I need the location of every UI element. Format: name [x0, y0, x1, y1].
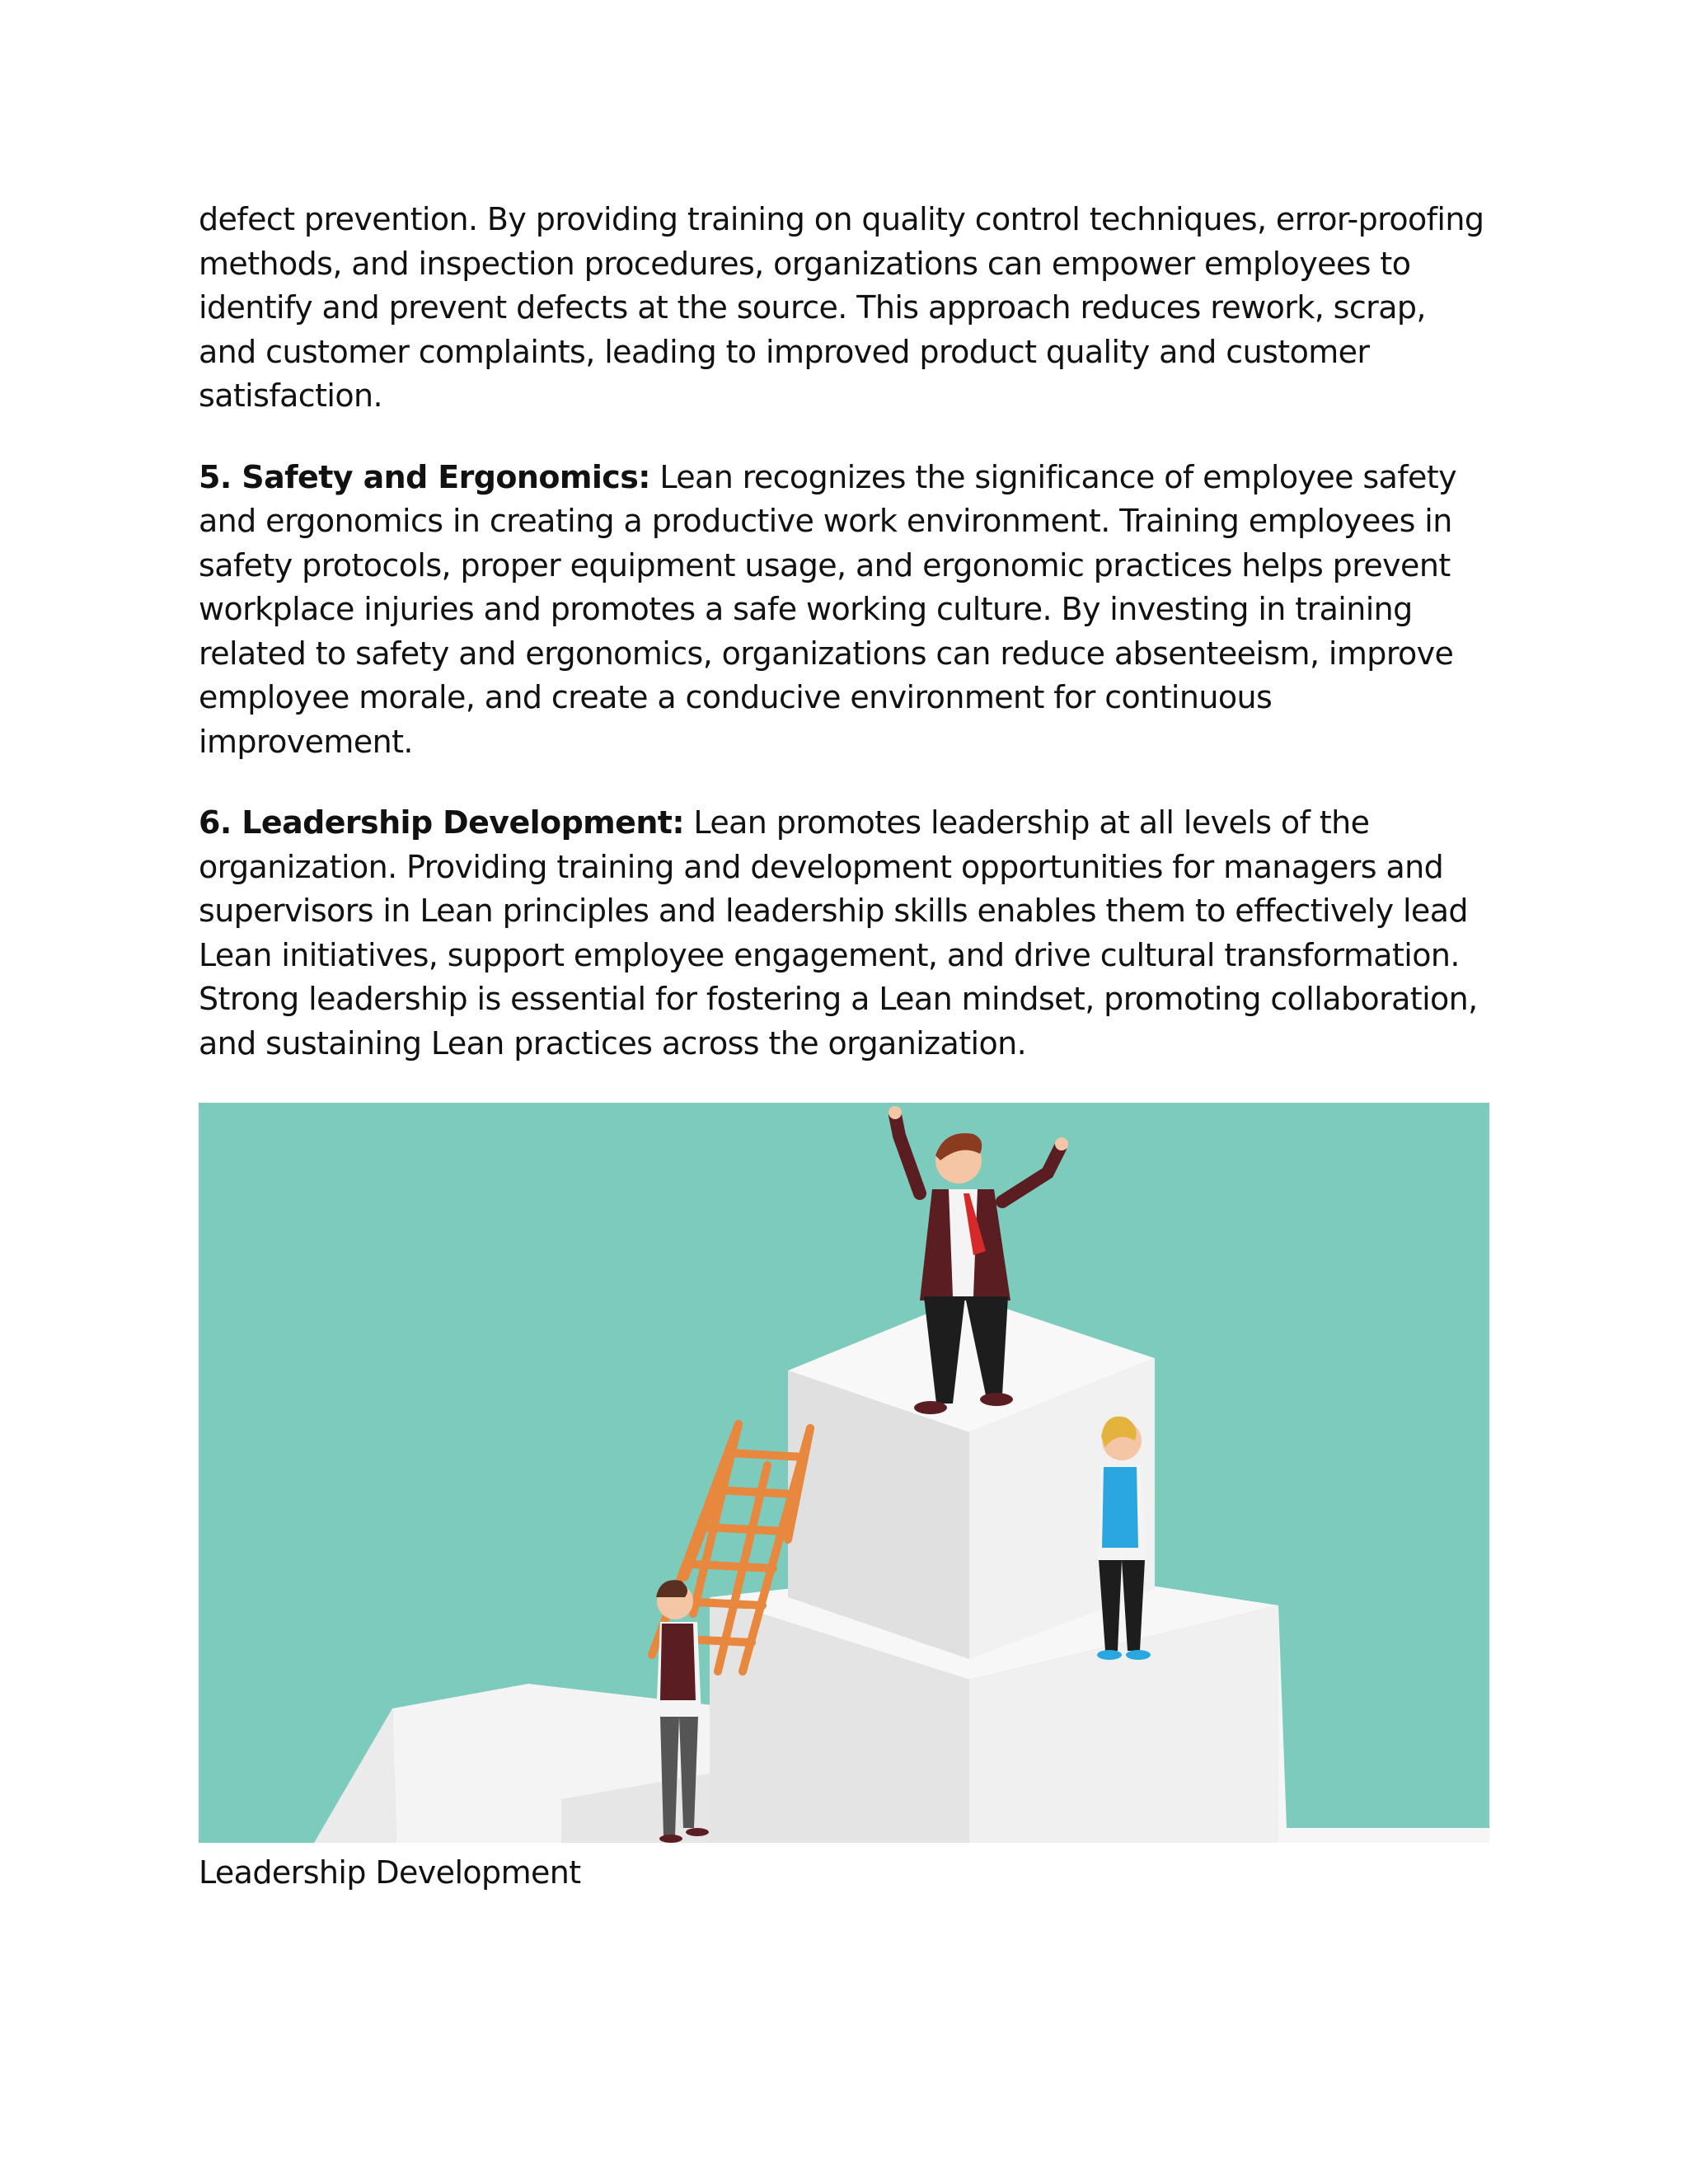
section-heading: 6. Leadership Development:	[199, 804, 684, 841]
intro-paragraph: defect prevention. By providing training on quality control techniques, error-proofing methods, and inspection procedures, organizations can empower employees to identify and prevent defects at the source. This approach reduces rework, scrap, and customer complaints, leading to improved product quality and customer satisfaction.	[199, 201, 1484, 414]
figure-caption: Leadership Development	[199, 1854, 581, 1891]
section-body: Lean promotes leadership at all levels of the organization. Providing training and development opportunities for managers and supervisors in Lean principles and leadership skills enables them to effectively lead Lean initiatives, support employee engagement, and drive cultural transformation. Strong leadership is essential for fostering a Lean mindset, promoting collaboration, and sustaining Lean practices across the organization.	[199, 804, 1478, 1062]
document-page	[199, 198, 1493, 1896]
section-leadership-development	[199, 801, 1493, 1066]
leadership-illustration	[199, 1103, 1489, 1843]
illustration-svg	[199, 1103, 1489, 1843]
section-heading: 5. Safety and Ergonomics:	[199, 458, 650, 495]
section-safety-ergonomics	[199, 456, 1493, 765]
top-block	[788, 1296, 1155, 1659]
section-body: Lean recognizes the significance of employee safety and ergonomics in creating a productive work environment. Training employees in safety protocols, proper equipment usage, and ergonomic practices helps prevent workplace injuries and promotes a safe working culture. By investing in training related to safety and ergonomics, organizations can reduce absenteeism, improve employee morale, and create a conducive environment for continuous improvement.	[199, 458, 1457, 760]
